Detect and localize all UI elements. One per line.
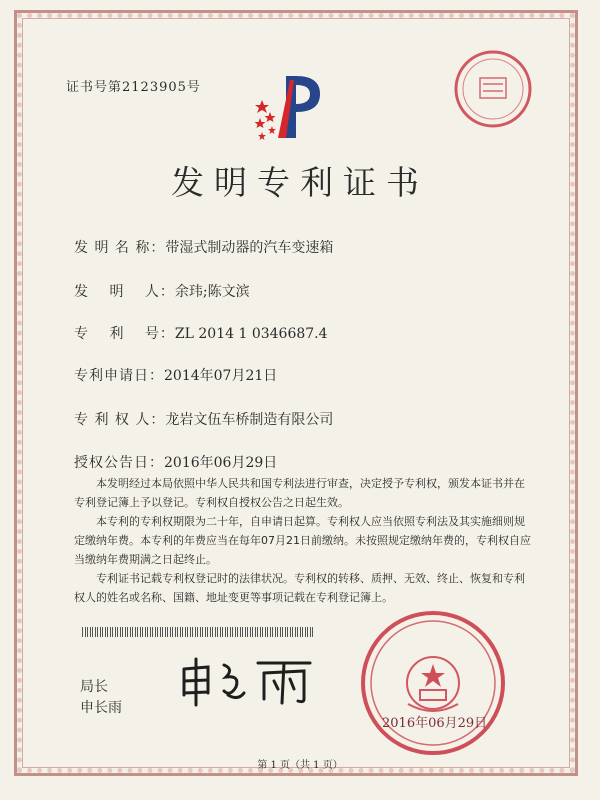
field-label: 发 明 人： xyxy=(74,284,175,300)
signatory-title: 局长 xyxy=(80,679,108,695)
field-patentee xyxy=(74,409,333,429)
field-label: 专 利 权 人： xyxy=(74,412,166,428)
legal-paragraph: 专利证书记载专利权登记时的法律状况。专利权的转移、质押、无效、终止、恢复和专利权人的姓名或名称、国籍、地址变更等事项记载在专利登记簿上。 xyxy=(74,572,525,604)
barcode xyxy=(82,627,314,637)
legal-text xyxy=(74,474,534,607)
field-invention-name xyxy=(74,237,333,257)
handwritten-signature xyxy=(178,655,318,707)
field-label: 发 明 名 称： xyxy=(74,240,166,256)
document-title: 发明专利证书 xyxy=(171,163,429,202)
field-application-date xyxy=(74,365,277,385)
field-value: 2016年06月29日 xyxy=(164,455,278,471)
field-grant-date xyxy=(74,452,277,472)
field-value: 龙岩文伍车桥制造有限公司 xyxy=(165,412,334,428)
patent-office-logo-icon xyxy=(252,72,332,142)
field-value: 带湿式制动器的汽车变速箱 xyxy=(165,240,334,256)
field-value: ZL 2014 1 0346687.4 xyxy=(174,326,328,342)
legal-paragraph: 本专利的专利权期限为二十年，自申请日起算。专利权人应当依照专利法及其实施细则规定缴纳年费。本专利的年费应当在每年07月21日前缴纳。未按照规定缴纳年费的，专利权自应当缴纳年费期满之日起终止。 xyxy=(74,515,531,566)
field-label: 专 利 号： xyxy=(74,326,175,342)
legal-paragraph: 本发明经过本局依照中华人民共和国专利法进行审查，决定授予专利权，颁发本证书并在专利登记簿上予以登记。专利权自授权公告之日起生效。 xyxy=(74,477,525,509)
field-value: 2014年07月21日 xyxy=(164,368,278,384)
agency-seal-icon xyxy=(452,48,534,130)
page-number: 第 1 页（共 1 页） xyxy=(257,760,343,771)
field-value: 余玮;陈文滨 xyxy=(174,284,250,300)
field-patent-number xyxy=(74,323,328,343)
signatory-name: 申长雨 xyxy=(80,700,122,716)
seal-date: 2016年06月29日 xyxy=(382,716,488,731)
official-seal-icon xyxy=(358,608,508,758)
certificate-number: 证书号第2123905号 xyxy=(66,80,201,95)
field-inventor xyxy=(74,281,250,301)
field-label: 授权公告日： xyxy=(74,455,164,471)
field-label: 专利申请日： xyxy=(74,368,164,384)
